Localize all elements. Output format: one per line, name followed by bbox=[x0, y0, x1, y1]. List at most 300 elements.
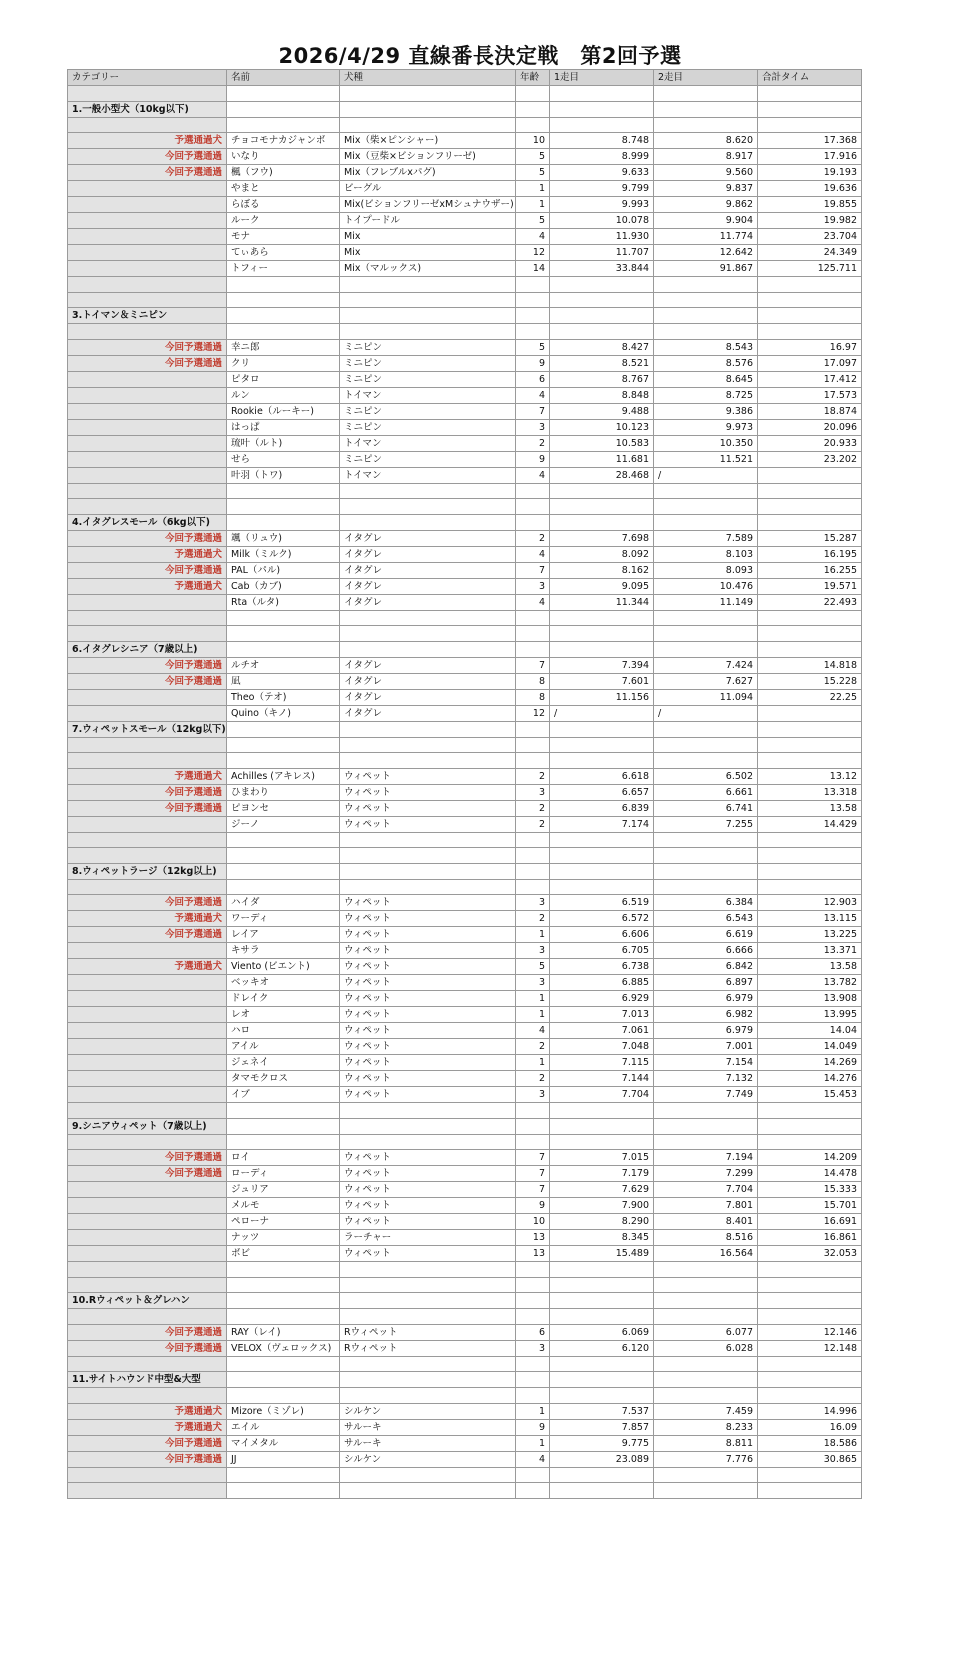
empty-cell bbox=[227, 1309, 340, 1325]
run2-time: 6.741 bbox=[654, 800, 758, 816]
empty-cell bbox=[227, 1103, 340, 1119]
empty-cell bbox=[654, 1118, 758, 1134]
dog-breed: ウィペット bbox=[340, 1198, 516, 1214]
qualification-status: 今回予選通過 bbox=[68, 657, 227, 673]
run2-time: 6.897 bbox=[654, 975, 758, 991]
table-row bbox=[68, 339, 862, 355]
run1-time: 7.144 bbox=[550, 1071, 654, 1087]
qualification-status bbox=[68, 181, 227, 197]
run2-time: 8.233 bbox=[654, 1419, 758, 1435]
empty-cell bbox=[227, 879, 340, 895]
header-age: 年齢 bbox=[516, 70, 550, 86]
header-category: カテゴリー bbox=[68, 70, 227, 86]
dog-name: ハロ bbox=[227, 1023, 340, 1039]
qualification-status bbox=[68, 1071, 227, 1087]
blank-row bbox=[68, 483, 862, 499]
dog-breed: ウィペット bbox=[340, 927, 516, 943]
category-row bbox=[68, 308, 862, 324]
total-time: 20.096 bbox=[758, 419, 862, 435]
dog-breed: ミニピン bbox=[340, 339, 516, 355]
run1-time: 8.767 bbox=[550, 371, 654, 387]
empty-cell bbox=[227, 1467, 340, 1483]
empty-cell bbox=[550, 499, 654, 515]
empty-cell bbox=[516, 324, 550, 340]
dog-age: 13 bbox=[516, 1230, 550, 1246]
dog-breed: Mix（柴×ピンシャー) bbox=[340, 133, 516, 149]
dog-name: ハイダ bbox=[227, 895, 340, 911]
empty-cell bbox=[550, 1134, 654, 1150]
run2-time: 8.103 bbox=[654, 546, 758, 562]
empty-cell bbox=[68, 1483, 227, 1499]
empty-cell bbox=[516, 483, 550, 499]
dog-age: 10 bbox=[516, 1214, 550, 1230]
empty-cell bbox=[68, 626, 227, 642]
run2-time: 7.627 bbox=[654, 673, 758, 689]
results-table bbox=[67, 69, 862, 1499]
total-time: 14.04 bbox=[758, 1023, 862, 1039]
empty-cell bbox=[340, 86, 516, 102]
run1-time: 9.993 bbox=[550, 197, 654, 213]
empty-cell bbox=[340, 879, 516, 895]
qualification-status bbox=[68, 1023, 227, 1039]
empty-cell bbox=[340, 737, 516, 753]
empty-cell bbox=[654, 1277, 758, 1293]
empty-cell bbox=[654, 86, 758, 102]
total-time: 13.225 bbox=[758, 927, 862, 943]
empty-cell bbox=[550, 721, 654, 737]
empty-cell bbox=[758, 737, 862, 753]
dog-name: アイル bbox=[227, 1039, 340, 1055]
empty-cell bbox=[758, 499, 862, 515]
empty-cell bbox=[654, 1372, 758, 1388]
dog-breed: ウィペット bbox=[340, 1087, 516, 1103]
empty-cell bbox=[227, 499, 340, 515]
empty-cell bbox=[550, 1483, 654, 1499]
blank-row bbox=[68, 1103, 862, 1119]
table-row bbox=[68, 959, 862, 975]
empty-cell bbox=[654, 1356, 758, 1372]
run2-time: 7.255 bbox=[654, 816, 758, 832]
empty-cell bbox=[516, 1293, 550, 1309]
empty-cell bbox=[654, 848, 758, 864]
empty-cell bbox=[550, 324, 654, 340]
run2-time: 6.979 bbox=[654, 991, 758, 1007]
run2-time: 8.620 bbox=[654, 133, 758, 149]
total-time: 14.049 bbox=[758, 1039, 862, 1055]
empty-cell bbox=[340, 721, 516, 737]
dog-breed: ミニピン bbox=[340, 355, 516, 371]
header-run1: 1走目 bbox=[550, 70, 654, 86]
table-row bbox=[68, 895, 862, 911]
dog-name: ボビ bbox=[227, 1246, 340, 1262]
dog-name: ルン bbox=[227, 387, 340, 403]
total-time: 13.318 bbox=[758, 784, 862, 800]
dog-name: メルモ bbox=[227, 1198, 340, 1214]
empty-cell bbox=[227, 863, 340, 879]
category-label: 8.ウィペットラージ（12kg以上) bbox=[68, 863, 227, 879]
empty-cell bbox=[340, 863, 516, 879]
empty-cell bbox=[340, 1103, 516, 1119]
empty-cell bbox=[516, 1356, 550, 1372]
empty-cell bbox=[654, 1134, 758, 1150]
empty-cell bbox=[68, 753, 227, 769]
dog-age: 1 bbox=[516, 991, 550, 1007]
qualification-status bbox=[68, 213, 227, 229]
empty-cell bbox=[340, 1262, 516, 1278]
table-row bbox=[68, 371, 862, 387]
blank-row bbox=[68, 1388, 862, 1404]
category-label: 11.サイトハウンド中型&大型 bbox=[68, 1372, 227, 1388]
qualification-status: 今回予選通過 bbox=[68, 800, 227, 816]
dog-name: Theo（テオ) bbox=[227, 689, 340, 705]
run1-time: 7.394 bbox=[550, 657, 654, 673]
qualification-status: 今回予選通過 bbox=[68, 355, 227, 371]
total-time: 12.146 bbox=[758, 1324, 862, 1340]
dog-name: ルーク bbox=[227, 213, 340, 229]
qualification-status bbox=[68, 419, 227, 435]
qualification-status: 予選通過犬 bbox=[68, 768, 227, 784]
dog-age: 3 bbox=[516, 1340, 550, 1356]
table-row bbox=[68, 213, 862, 229]
blank-row bbox=[68, 737, 862, 753]
empty-cell bbox=[340, 1483, 516, 1499]
empty-cell bbox=[340, 499, 516, 515]
run2-time: 8.543 bbox=[654, 339, 758, 355]
qualification-status: 予選通過犬 bbox=[68, 911, 227, 927]
empty-cell bbox=[227, 753, 340, 769]
total-time: 15.333 bbox=[758, 1182, 862, 1198]
qualification-status: 今回予選通過 bbox=[68, 1166, 227, 1182]
blank-row bbox=[68, 324, 862, 340]
empty-cell bbox=[516, 863, 550, 879]
empty-cell bbox=[68, 1467, 227, 1483]
dog-age: 7 bbox=[516, 1150, 550, 1166]
blank-row bbox=[68, 499, 862, 515]
total-time: 16.861 bbox=[758, 1230, 862, 1246]
run1-time: 7.015 bbox=[550, 1150, 654, 1166]
empty-cell bbox=[654, 324, 758, 340]
dog-name: JJ bbox=[227, 1451, 340, 1467]
empty-cell bbox=[550, 863, 654, 879]
run1-time: 23.089 bbox=[550, 1451, 654, 1467]
run2-time: 11.149 bbox=[654, 594, 758, 610]
run1-time: 7.704 bbox=[550, 1087, 654, 1103]
dog-name: Cab（カブ) bbox=[227, 578, 340, 594]
dog-name: ピヨンセ bbox=[227, 800, 340, 816]
table-row bbox=[68, 562, 862, 578]
category-row bbox=[68, 641, 862, 657]
empty-cell bbox=[758, 1372, 862, 1388]
dog-breed: イタグレ bbox=[340, 657, 516, 673]
empty-cell bbox=[654, 1262, 758, 1278]
empty-cell bbox=[516, 1262, 550, 1278]
dog-breed: イタグレ bbox=[340, 530, 516, 546]
blank-row bbox=[68, 1134, 862, 1150]
dog-breed: イタグレ bbox=[340, 673, 516, 689]
empty-cell bbox=[68, 1262, 227, 1278]
dog-name: ひまわり bbox=[227, 784, 340, 800]
dog-age: 5 bbox=[516, 339, 550, 355]
empty-cell bbox=[550, 737, 654, 753]
run1-time: 8.092 bbox=[550, 546, 654, 562]
dog-breed: Rウィペット bbox=[340, 1340, 516, 1356]
qualification-status bbox=[68, 1087, 227, 1103]
empty-cell bbox=[68, 324, 227, 340]
dog-breed: ウィペット bbox=[340, 816, 516, 832]
empty-cell bbox=[550, 610, 654, 626]
empty-cell bbox=[654, 1103, 758, 1119]
qualification-status: 今回予選通過 bbox=[68, 1150, 227, 1166]
dog-name: Viento (ビエント) bbox=[227, 959, 340, 975]
total-time: 14.209 bbox=[758, 1150, 862, 1166]
total-time: 15.701 bbox=[758, 1198, 862, 1214]
dog-age: 5 bbox=[516, 959, 550, 975]
empty-cell bbox=[516, 1277, 550, 1293]
empty-cell bbox=[68, 848, 227, 864]
table-row bbox=[68, 768, 862, 784]
empty-cell bbox=[227, 292, 340, 308]
qualification-status bbox=[68, 403, 227, 419]
total-time: 13.371 bbox=[758, 943, 862, 959]
qualification-status bbox=[68, 1055, 227, 1071]
dog-age: 9 bbox=[516, 355, 550, 371]
total-time: 16.09 bbox=[758, 1419, 862, 1435]
empty-cell bbox=[758, 1262, 862, 1278]
dog-breed: Mix（フレブルxパグ) bbox=[340, 165, 516, 181]
dog-breed: ミニピン bbox=[340, 419, 516, 435]
dog-breed: ウィペット bbox=[340, 800, 516, 816]
run2-time: 8.401 bbox=[654, 1214, 758, 1230]
run2-time: 8.645 bbox=[654, 371, 758, 387]
dog-name: ピタロ bbox=[227, 371, 340, 387]
qualification-status bbox=[68, 1182, 227, 1198]
dog-breed: ウィペット bbox=[340, 1055, 516, 1071]
table-row bbox=[68, 943, 862, 959]
total-time: 19.982 bbox=[758, 213, 862, 229]
run2-time: 7.589 bbox=[654, 530, 758, 546]
dog-age: 13 bbox=[516, 1246, 550, 1262]
qualification-status bbox=[68, 594, 227, 610]
table-row bbox=[68, 1166, 862, 1182]
table-row bbox=[68, 149, 862, 165]
qualification-status bbox=[68, 245, 227, 261]
blank-row bbox=[68, 1309, 862, 1325]
run1-time: 6.705 bbox=[550, 943, 654, 959]
run2-time: 16.564 bbox=[654, 1246, 758, 1262]
empty-cell bbox=[758, 832, 862, 848]
dog-age: 6 bbox=[516, 371, 550, 387]
dog-breed: トイマン bbox=[340, 467, 516, 483]
run2-time: 8.576 bbox=[654, 355, 758, 371]
run1-time: 28.468 bbox=[550, 467, 654, 483]
run1-time: 9.488 bbox=[550, 403, 654, 419]
run2-time: 6.661 bbox=[654, 784, 758, 800]
total-time: 17.573 bbox=[758, 387, 862, 403]
run1-time: 11.344 bbox=[550, 594, 654, 610]
dog-breed: Mix（マルックス) bbox=[340, 261, 516, 277]
dog-age: 7 bbox=[516, 1166, 550, 1182]
run1-time: 6.738 bbox=[550, 959, 654, 975]
total-time: 32.053 bbox=[758, 1246, 862, 1262]
run1-time: 8.290 bbox=[550, 1214, 654, 1230]
empty-cell bbox=[516, 86, 550, 102]
empty-cell bbox=[516, 499, 550, 515]
total-time: 14.996 bbox=[758, 1403, 862, 1419]
dog-name: RAY（レイ) bbox=[227, 1324, 340, 1340]
qualification-status bbox=[68, 197, 227, 213]
qualification-status bbox=[68, 975, 227, 991]
dog-breed: イタグレ bbox=[340, 546, 516, 562]
table-row bbox=[68, 165, 862, 181]
total-time: 16.195 bbox=[758, 546, 862, 562]
run1-time: 10.123 bbox=[550, 419, 654, 435]
table-row bbox=[68, 594, 862, 610]
qualification-status bbox=[68, 387, 227, 403]
dog-name: トフィー bbox=[227, 261, 340, 277]
run1-time: 6.618 bbox=[550, 768, 654, 784]
header-row bbox=[68, 70, 862, 86]
run2-time: 6.666 bbox=[654, 943, 758, 959]
empty-cell bbox=[550, 292, 654, 308]
qualification-status: 今回予選通過 bbox=[68, 1324, 227, 1340]
table-row bbox=[68, 261, 862, 277]
empty-cell bbox=[227, 610, 340, 626]
empty-cell bbox=[758, 483, 862, 499]
dog-name: レオ bbox=[227, 1007, 340, 1023]
total-time: 15.287 bbox=[758, 530, 862, 546]
dog-breed: Rウィペット bbox=[340, 1324, 516, 1340]
empty-cell bbox=[758, 1309, 862, 1325]
dog-breed: ウィペット bbox=[340, 975, 516, 991]
empty-cell bbox=[340, 641, 516, 657]
qualification-status: 今回予選通過 bbox=[68, 1435, 227, 1451]
empty-cell bbox=[758, 1103, 862, 1119]
table-row bbox=[68, 1419, 862, 1435]
dog-breed: Mix（豆柴×ビションフリーゼ) bbox=[340, 149, 516, 165]
qualification-status bbox=[68, 1198, 227, 1214]
table-row bbox=[68, 657, 862, 673]
table-row bbox=[68, 1230, 862, 1246]
empty-cell bbox=[550, 514, 654, 530]
table-row bbox=[68, 435, 862, 451]
run2-time: 9.862 bbox=[654, 197, 758, 213]
empty-cell bbox=[340, 610, 516, 626]
empty-cell bbox=[340, 514, 516, 530]
table-row bbox=[68, 975, 862, 991]
total-time: 14.276 bbox=[758, 1071, 862, 1087]
empty-cell bbox=[516, 737, 550, 753]
empty-cell bbox=[550, 641, 654, 657]
empty-cell bbox=[654, 753, 758, 769]
total-time: 16.255 bbox=[758, 562, 862, 578]
empty-cell bbox=[654, 308, 758, 324]
dog-name: Rta（ルタ) bbox=[227, 594, 340, 610]
qualification-status bbox=[68, 689, 227, 705]
run1-time: 11.707 bbox=[550, 245, 654, 261]
empty-cell bbox=[550, 879, 654, 895]
empty-cell bbox=[550, 1356, 654, 1372]
qualification-status bbox=[68, 467, 227, 483]
empty-cell bbox=[516, 292, 550, 308]
empty-cell bbox=[758, 324, 862, 340]
table-row bbox=[68, 991, 862, 1007]
total-time: 19.571 bbox=[758, 578, 862, 594]
empty-cell bbox=[654, 101, 758, 117]
table-row bbox=[68, 355, 862, 371]
dog-name: ペローナ bbox=[227, 1214, 340, 1230]
blank-row bbox=[68, 832, 862, 848]
dog-age: 4 bbox=[516, 387, 550, 403]
total-time: 20.933 bbox=[758, 435, 862, 451]
empty-cell bbox=[516, 721, 550, 737]
dog-breed: イタグレ bbox=[340, 578, 516, 594]
blank-row bbox=[68, 1483, 862, 1499]
table-row bbox=[68, 546, 862, 562]
dog-name: Quino（キノ) bbox=[227, 705, 340, 721]
qualification-status: 今回予選通過 bbox=[68, 165, 227, 181]
total-time bbox=[758, 467, 862, 483]
run1-time: 6.839 bbox=[550, 800, 654, 816]
run1-time: 9.095 bbox=[550, 578, 654, 594]
table-row bbox=[68, 1007, 862, 1023]
category-label: 9.シニアウィペット（7歳以上) bbox=[68, 1118, 227, 1134]
empty-cell bbox=[654, 641, 758, 657]
dog-breed: ウィペット bbox=[340, 1039, 516, 1055]
empty-cell bbox=[227, 1356, 340, 1372]
empty-cell bbox=[654, 292, 758, 308]
dog-breed: シルケン bbox=[340, 1451, 516, 1467]
dog-name: ジュリア bbox=[227, 1182, 340, 1198]
run1-time: 11.681 bbox=[550, 451, 654, 467]
dog-breed: サルーキ bbox=[340, 1435, 516, 1451]
empty-cell bbox=[758, 1483, 862, 1499]
table-row bbox=[68, 816, 862, 832]
empty-cell bbox=[550, 848, 654, 864]
empty-cell bbox=[654, 1388, 758, 1404]
dog-age: 1 bbox=[516, 197, 550, 213]
dog-name: 幸ニ郎 bbox=[227, 339, 340, 355]
run2-time: 6.619 bbox=[654, 927, 758, 943]
total-time: 13.58 bbox=[758, 959, 862, 975]
empty-cell bbox=[227, 721, 340, 737]
blank-row bbox=[68, 277, 862, 293]
total-time: 24.349 bbox=[758, 245, 862, 261]
empty-cell bbox=[654, 1309, 758, 1325]
run1-time: 7.857 bbox=[550, 1419, 654, 1435]
empty-cell bbox=[654, 832, 758, 848]
empty-cell bbox=[516, 879, 550, 895]
dog-age: 12 bbox=[516, 245, 550, 261]
qualification-status bbox=[68, 451, 227, 467]
dog-breed: ウィペット bbox=[340, 784, 516, 800]
dog-age: 5 bbox=[516, 149, 550, 165]
table-row bbox=[68, 927, 862, 943]
run2-time: 7.154 bbox=[654, 1055, 758, 1071]
category-label: 3.トイマン＆ミニピン bbox=[68, 308, 227, 324]
dog-age: 4 bbox=[516, 594, 550, 610]
qualification-status: 予選通過犬 bbox=[68, 1403, 227, 1419]
dog-age: 4 bbox=[516, 229, 550, 245]
dog-breed: Mix bbox=[340, 245, 516, 261]
empty-cell bbox=[516, 101, 550, 117]
run2-time: 6.979 bbox=[654, 1023, 758, 1039]
empty-cell bbox=[758, 117, 862, 133]
dog-breed: ウィペット bbox=[340, 1182, 516, 1198]
run1-time: / bbox=[550, 705, 654, 721]
empty-cell bbox=[654, 626, 758, 642]
dog-age: 1 bbox=[516, 1055, 550, 1071]
total-time: 30.865 bbox=[758, 1451, 862, 1467]
